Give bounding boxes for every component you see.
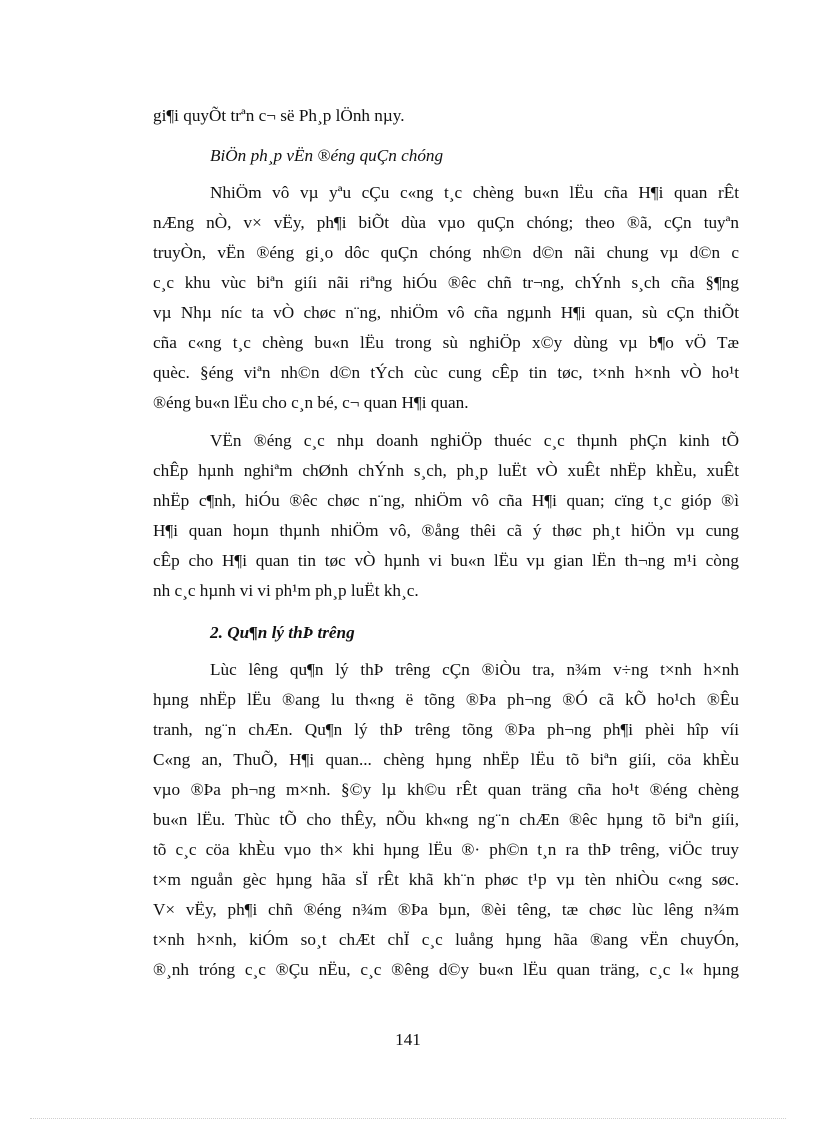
text-line: nhËp c¶nh, hiÓu ®êc chøc n¨ng, nhiÖm vô cña H¶i quan; cïng t¸c gióp ®ì (153, 491, 739, 510)
text-line: chÊp hµnh nghiªm chØnh chÝnh s¸ch, ph¸p luËt vÒ xuÊt nhËp khÈu, xuÊt (153, 461, 739, 480)
text-line: bu«n lËu. Thùc tÕ cho thÊy, nÕu kh«ng ng¨n chÆn ®êc hµng tõ biªn giíi, (153, 810, 739, 829)
text-line: cÊp cho H¶i quan tin tøc vÒ hµnh vi bu«n lËu vµ gian lËn th¬ng m¹i còng (153, 551, 739, 570)
text-line: hµng nhËp lËu ®ang lu th«ng ë tõng ®Þa ph¬ng ®Ó cã kÕ ho¹ch ®Êu (153, 690, 739, 709)
text-line: C«ng an, ThuÕ, H¶i quan... chèng hµng nhËp lËu tõ biªn giíi, cöa khÈu (153, 750, 739, 769)
text-line: Lùc lêng qu¶n lý thÞ trêng cÇn ®iÒu tra, n¾m v÷ng t×nh h×nh (210, 660, 739, 679)
text-line: nÆng nÒ, v× vËy, ph¶i biÕt dùa vµo quÇn chóng; theo ®ã, cÇn tuyªn (153, 213, 739, 232)
text-line: ®éng bu«n lËu cho c¸n bé, c¬ quan H¶i quan. (153, 393, 469, 412)
text-line: truyÒn, vËn ®éng gi¸o dôc quÇn chóng nh©n d©n nãi chung vµ d©n c (153, 243, 739, 262)
page-number: 141 (395, 1030, 421, 1049)
section-heading: 2. Qu¶n lý thÞ trêng (210, 623, 355, 642)
text-line: vµ Nhµ níc ta vÒ chøc n¨ng, nhiÖm vô cña ngµnh H¶i quan, sù cÇn thiÕt (153, 303, 739, 322)
page-bottom-divider (30, 1118, 786, 1119)
text-line: ®¸nh tróng c¸c ®Çu nËu, c¸c ®êng d©y bu«n lËu quan träng, c¸c l« hµng (153, 960, 739, 979)
text-line: NhiÖm vô vµ yªu cÇu c«ng t¸c chèng bu«n lËu cña H¶i quan rÊt (210, 183, 739, 202)
text-line: quèc. §éng viªn nh©n d©n tÝch cùc cung cÊp tin tøc, t×nh h×nh vÒ ho¹t (153, 363, 739, 382)
text-line: V× vËy, ph¶i chñ ®éng n¾m ®Þa bµn, ®èi têng, tæ chøc lùc lêng n¾m (153, 900, 739, 919)
text-line: VËn ®éng c¸c nhµ doanh nghiÖp thuéc c¸c thµnh phÇn kinh tÕ (210, 431, 739, 450)
text-line: vµo ®Þa ph¬ng m×nh. §©y lµ kh©u rÊt quan träng cña ho¹t ®éng chèng (153, 780, 739, 799)
text-line: H¶i quan hoµn thµnh nhiÖm vô, ®ång thêi cã ý thøc ph¸t hiÖn vµ cung (153, 521, 739, 540)
text-line: c¸c khu vùc biªn giíi nãi riªng hiÓu ®êc chñ tr¬ng, chÝnh s¸ch cña §¶ng (153, 273, 739, 292)
text-line: nh c¸c hµnh vi vi ph¹m ph¸p luËt kh¸c. (153, 581, 419, 600)
section-subtitle: BiÖn ph¸p vËn ®éng quÇn chóng (210, 146, 444, 165)
text-line: tõ c¸c cöa khÈu vµo th× khi hµng lËu ®· ph©n t¸n ra thÞ trêng, viÖc truy (153, 840, 739, 859)
text-line: gi¶i quyÕt trªn c¬ së Ph¸p lÖnh nµy. (153, 106, 405, 125)
text-line: t×m nguån gèc hµng hãa sÏ rÊt khã kh¨n phøc t¹p vµ tèn nhiÒu c«ng søc. (153, 870, 739, 889)
text-line: cña c«ng t¸c chèng bu«n lËu trong sù nghiÖp x©y dùng vµ b¶o vÖ Tæ (153, 333, 739, 352)
text-line: t×nh h×nh, kiÓm so¸t chÆt chÏ c¸c luång hµng hãa ®ang vËn chuyÓn, (153, 930, 739, 949)
text-line: tranh, ng¨n chÆn. Qu¶n lý thÞ trêng tõng ®Þa ph¬ng ph¶i phèi hîp víi (153, 720, 739, 739)
